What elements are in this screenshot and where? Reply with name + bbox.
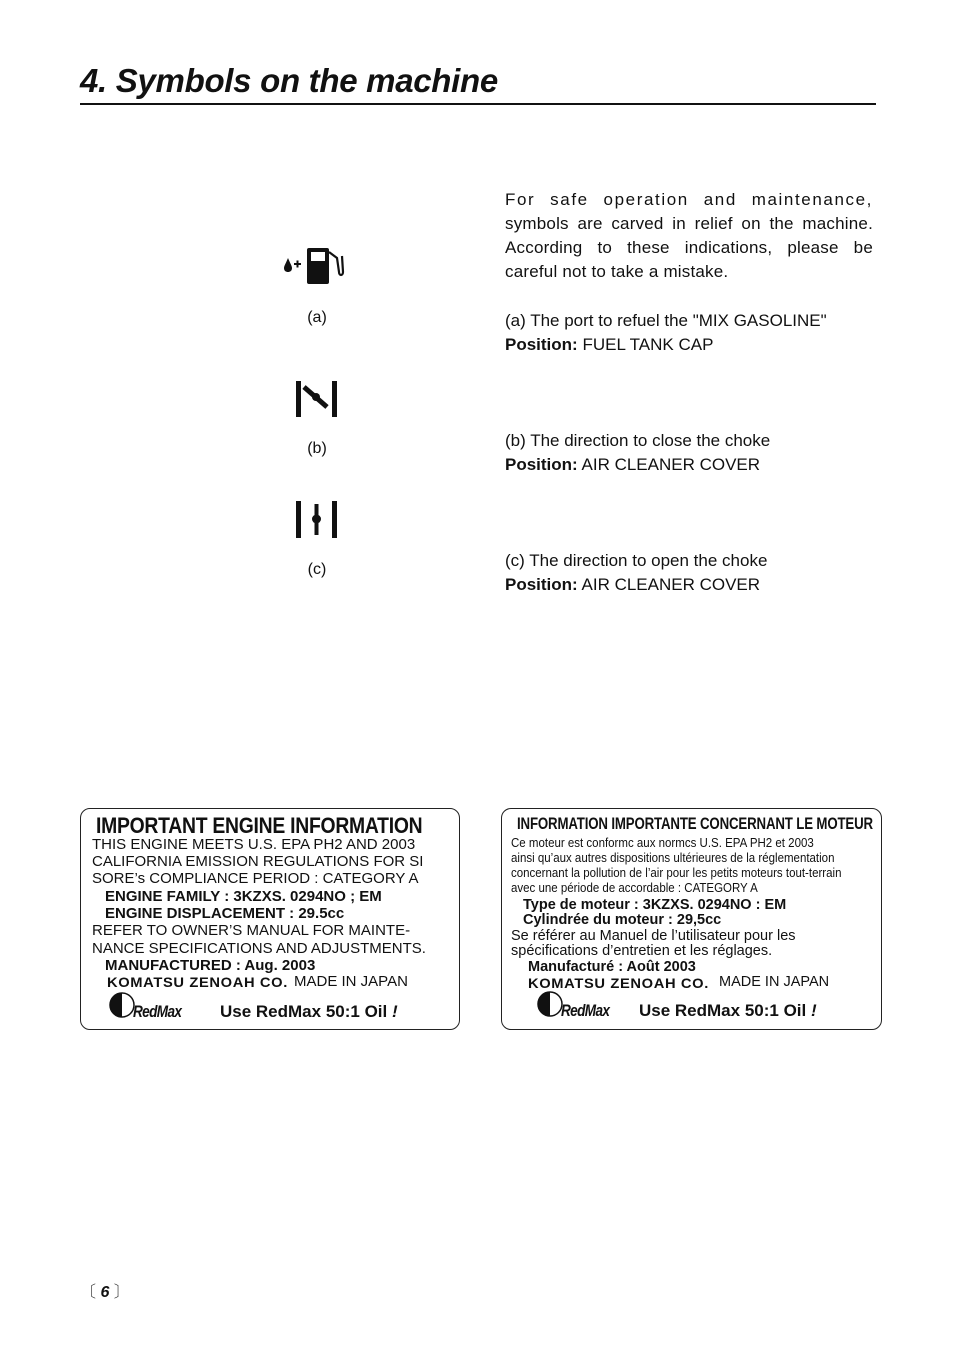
page-title: 4. Symbols on the machine: [80, 62, 498, 99]
label-fr-oil-text: Use RedMax 50:1 Oil: [639, 1001, 807, 1020]
symbol-caption-b: (b): [307, 440, 327, 457]
label-en-oil: [220, 1002, 398, 1022]
label-fr-line-4: avec une période de accordable : CATEGORY A: [511, 881, 758, 895]
label-fr-made-in: MADE IN JAPAN: [719, 974, 830, 990]
label-en-displacement: ENGINE DISPLACEMENT : 29.5cc: [105, 905, 345, 922]
symbol-description-a: [505, 309, 885, 357]
label-en-line-1: THIS ENGINE MEETS U.S. EPA PH2 AND 2003: [92, 836, 416, 853]
page-number: 〔 6 〕: [80, 1284, 130, 1301]
symbol-description-b: [505, 429, 885, 477]
label-en-line-5: NANCE SPECIFICATIONS AND ADJUSTMENTS.: [92, 940, 426, 957]
label-en-line-2: CALIFORNIA EMISSION REGULATIONS FOR SI: [92, 853, 424, 870]
symbol-a-position-value: FUEL TANK CAP: [577, 335, 714, 354]
redmax-logo-mark-icon: [537, 991, 563, 1017]
label-fr-oil-bang: !: [810, 1001, 817, 1020]
symbol-b-position-value: AIR CLEANER COVER: [577, 455, 761, 474]
fuel-mix-icon: [281, 242, 351, 292]
label-fr-heading: INFORMATION IMPORTANTE CONCERNANT LE MOTEUR: [517, 814, 873, 833]
label-fr-line-5: Se référer au Manuel de l’utilisateur pour les: [511, 928, 796, 944]
label-en-engine-family: ENGINE FAMILY : 3KZXS. 0294NO ; EM: [105, 888, 382, 905]
symbol-a-position-label: Position:: [505, 335, 578, 354]
label-fr-line-3: concernant la pollution de l’air pour les petits moteurs tout-terrain: [511, 866, 842, 880]
label-fr-manufactured: Manufacturé : Août 2003: [528, 959, 696, 975]
symbol-c-position-label: Position:: [505, 575, 578, 594]
symbol-b-position-label: Position:: [505, 455, 578, 474]
label-fr-company: KOMATSU ZENOAH CO.: [528, 975, 709, 991]
label-en-line-3: SORE’s COMPLIANCE PERIOD : CATEGORY A: [92, 870, 419, 887]
label-fr-line-1: Ce moteur est conformc aux normcs U.S. EPA PH2 et 2003: [511, 836, 814, 850]
choke-close-icon: [282, 375, 352, 425]
engine-label-french: [501, 808, 882, 1030]
redmax-logo-mark-icon: [109, 992, 135, 1018]
label-fr-brand: RedMax: [561, 1001, 610, 1020]
label-fr-line-2: ainsi qu’aux autres dispositions ultérieures de la réglementation: [511, 851, 835, 865]
symbol-caption-c: (c): [307, 561, 327, 578]
label-en-made-in: MADE IN JAPAN: [294, 973, 408, 990]
label-en-oil-bang: !: [391, 1002, 398, 1021]
symbol-a-text: (a) The port to refuel the "MIX GASOLINE": [505, 311, 827, 330]
symbol-b-text: (b) The direction to close the choke: [505, 431, 771, 450]
label-en-brand: RedMax: [133, 1002, 182, 1021]
symbol-caption-a: (a): [307, 309, 327, 326]
label-en-line-4: REFER TO OWNER’S MANUAL FOR MAINTE-: [92, 922, 411, 939]
label-en-oil-text: Use RedMax 50:1 Oil: [220, 1002, 388, 1021]
intro-paragraph: [505, 188, 873, 284]
label-en-manufactured: MANUFACTURED : Aug. 2003: [105, 957, 316, 974]
symbol-description-c: [505, 549, 885, 597]
title-rule: [80, 103, 876, 105]
label-fr-line-6: spécifications d’entretien et les réglages.: [511, 943, 773, 959]
label-fr-displacement: Cylindrée du moteur : 29,5cc: [523, 912, 722, 928]
page-number-value: 6: [100, 1284, 110, 1301]
label-en-company: KOMATSU ZENOAH CO.: [107, 974, 288, 990]
symbol-c-position-value: AIR CLEANER COVER: [577, 575, 761, 594]
label-fr-oil: [639, 1001, 817, 1021]
engine-label-english: [80, 808, 460, 1030]
label-en-heading: IMPORTANT ENGINE INFORMATION: [96, 813, 423, 838]
label-fr-engine-type: Type de moteur : 3KZXS. 0294NO : EM: [523, 897, 787, 913]
choke-open-icon: [282, 496, 352, 546]
intro-rest: symbols are carved in relief on the machine. According to these indications, please be careful not to take a mistake.: [505, 214, 873, 281]
intro-line-1: For safe operation and maintenance,: [505, 190, 873, 209]
symbol-c-text: (c) The direction to open the choke: [505, 551, 768, 570]
